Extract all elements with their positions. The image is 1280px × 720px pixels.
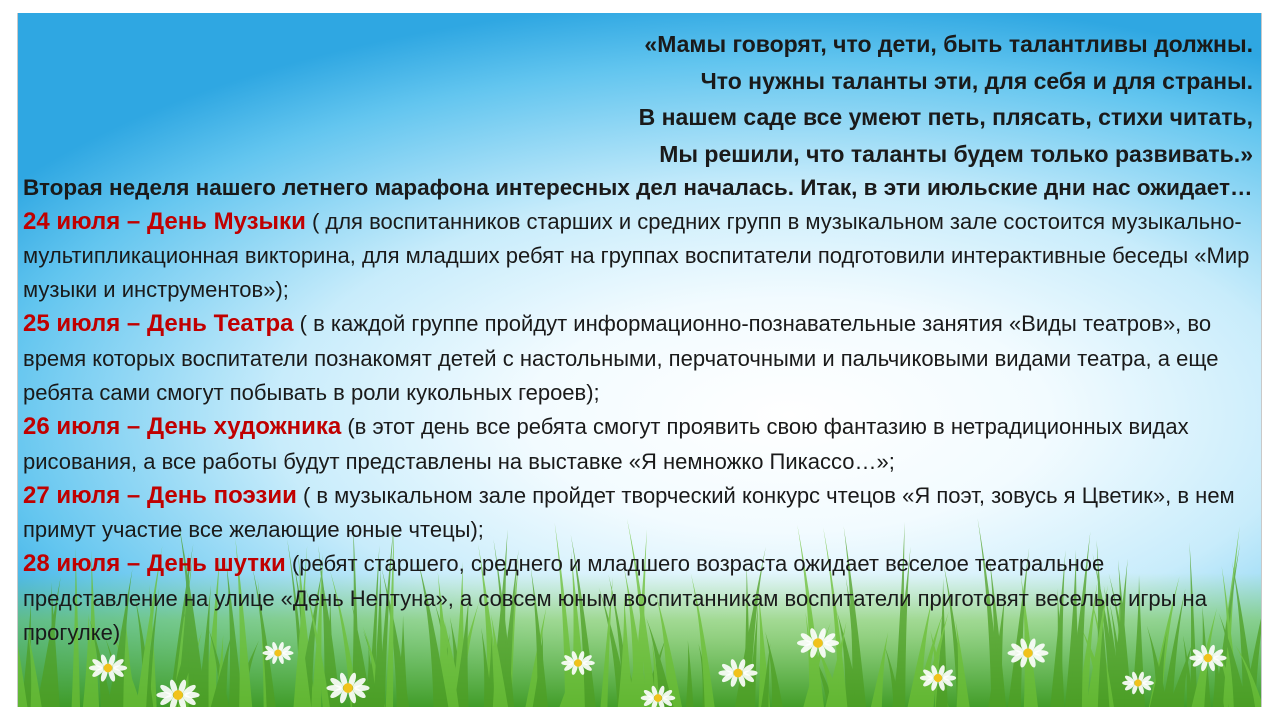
schedule-item-title: 28 июля – День шутки (23, 550, 286, 578)
schedule-item-title: 24 июля – День Музыки (23, 207, 306, 235)
schedule-item-description: ( для воспитанников старших и средних групп в музыкальном зале состоится музыкально-мультипликационная викторина, для младших ребят на группах воспитатели подготовили интерактивные беседы «Мир музыки и инструментов»); (23, 208, 1250, 303)
schedule-item (23, 547, 1253, 650)
schedule-item (23, 479, 1253, 548)
poem-line: «Мамы говорят, что дети, быть талантливы должны. (644, 31, 1253, 57)
schedule-item-title: 26 июля – День художника (23, 413, 342, 441)
schedule-list (23, 205, 1253, 651)
content-panel (17, 13, 1262, 707)
slide-text (23, 26, 1253, 650)
schedule-item-description: (в этот день все ребята смогут проявить свою фантазию в нетрадиционных видах рисования, а все работы будут представлены на выставке «Я немножко Пикассо…»; (23, 414, 1189, 474)
schedule-item (23, 410, 1253, 479)
poem-line: Мы решили, что таланты будем только развивать.» (659, 140, 1253, 167)
schedule-item-description: ( в каждой группе пройдут информационно-познавательные занятия «Виды театров», во время которых воспитатели познакомят детей с настольными, перчаточными и пальчиковыми видами театра, а еще ребята сами смогут побывать в роли кукольных героев); (23, 311, 1219, 405)
schedule-item (23, 205, 1253, 308)
schedule-item (23, 307, 1253, 410)
poem-line: В нашем саде все умеют петь, плясать, стихи читать, (638, 104, 1253, 130)
schedule-item-title: 27 июля – День поэзии (23, 481, 297, 509)
schedule-item-description: ( в музыкальном зале пройдет творческий конкурс чтецов «Я поэт, зовусь я Цветик», в нем примут участие все желающие юные чтецы); (23, 482, 1235, 543)
intro-paragraph: Вторая неделя нашего летнего марафона интересных дел началась. Итак, в эти июльские дни нас ожидает… (23, 175, 1253, 200)
poem-line: Что нужны таланты эти, для себя и для страны. (700, 67, 1253, 94)
schedule-item-title: 25 июля – День Театра (23, 310, 294, 338)
schedule-item-description: (ребят старшего, среднего и младшего возраста ожидает веселое театральное представление на улице «День Нептуна», а совсем юным воспитанникам воспитатели приготовят веселые игры на прогулке) (23, 551, 1207, 646)
poem-block (23, 26, 1253, 172)
